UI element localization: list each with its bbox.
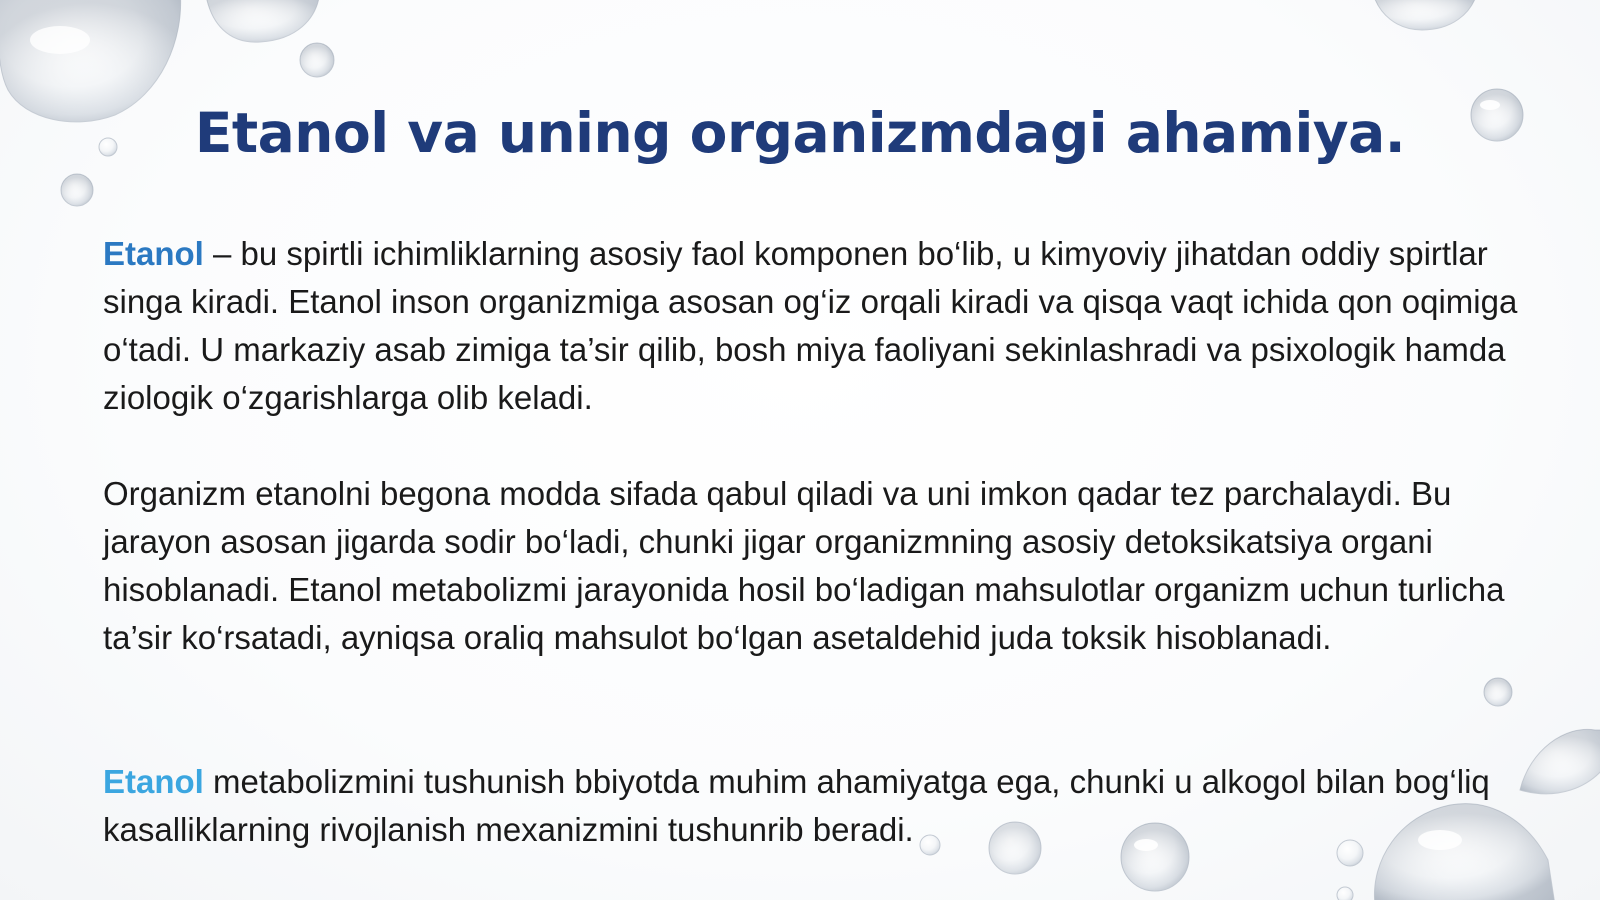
drop-top-right: [1372, 0, 1478, 30]
drop-top-center: [205, 0, 320, 42]
paragraph-3: [103, 758, 1563, 854]
slide-title: Etanol va uning organizmdagi ahamiya.: [194, 101, 1406, 165]
paragraph-1: [103, 230, 1563, 422]
paragraph-2: [103, 470, 1563, 662]
paragraph-3-text: metabolizmini tushunish bbiyotda muhim ahamiyatga ega, chunki u alkogol bilan bog‘liq kasalliklarning rivojlanish mexanizmini tushunrib beradi.: [103, 763, 1490, 848]
highlight-term-etanol: Etanol: [103, 235, 204, 272]
paragraph-1-text: – bu spirtli ichimliklarning asosiy faol komponen bo‘lib, u kimyoviy jihatdan oddiy spirtlar singa kiradi. Etanol inson organizmiga asosan og‘iz orqali kiradi va qisqa vaqt ichida qon oqimiga o‘tadi. U markaziy asab zimiga ta’sir qilib, bosh miya faoliyani sekinlashradi va psixologik hamda ziologik o‘zgarishlarga olib keladi.: [103, 235, 1518, 416]
paragraph-2-text: Organizm etanolni begona modda sifada qabul qiladi va uni imkon qadar tez parchalaydi. Bu jarayon asosan jigarda sodir bo‘ladi, chunki jigar organizmning asosiy detoksikatsiya organi hisoblanadi. Etanol metabolizmi jarayonida hosil bo‘ladigan mahsulotlar organizm uchun turlicha ta’sir ko‘rsatadi, ayniqsa oraliq mahsulot bo‘lgan asetaldehid juda toksik hisoblanadi.: [103, 475, 1505, 656]
highlight-term-etanol-2: Etanol: [103, 763, 204, 800]
